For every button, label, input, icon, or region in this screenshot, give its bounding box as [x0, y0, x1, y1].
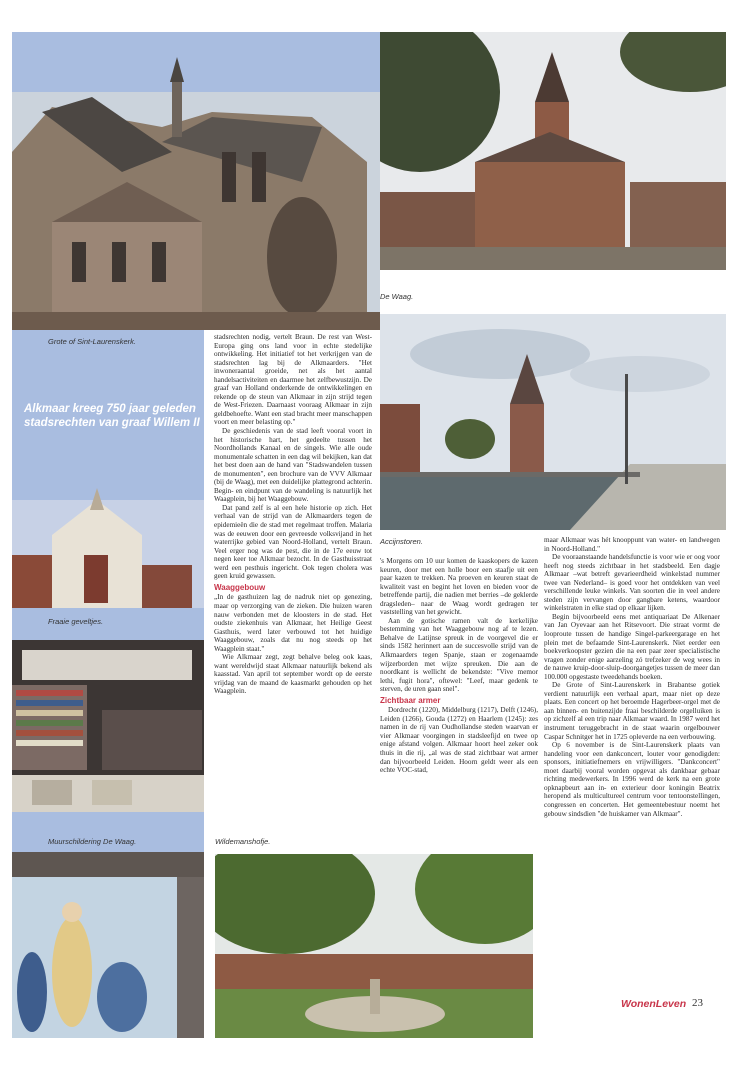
paragraph: De Grote of Sint-Laurenskerk in Brabantse gotiek verdient natuurlijk een verhaal apart, maar niet op deze plaats. Een concert op het beroemde Hagerbeer-orgel met de aan binnen- en buitenzijde fraai beschilderde orgelluiken is op zichzelf al een trip naar Alkmaar waard. In 1987 werd het instrument teruggebracht in de staat waarin orgelbouwer Caspar Schnitger het in 1725 opleverde na een verbouwing. — [544, 681, 720, 741]
text-column-3 — [544, 536, 720, 818]
paragraph: maar Alkmaar was hét knooppunt van water- en landwegen in Noord-Holland." — [544, 536, 720, 553]
pull-quote: Alkmaar kreeg 750 jaar geleden stadsrechten van graaf Willem II — [24, 403, 200, 429]
magazine-brand: WonenLeven — [621, 998, 687, 1010]
photo-geveltjes — [12, 480, 204, 608]
paragraph: Op 6 november is de Sint-Laurenskerk plaats van handeling voor een dankconcert, louter voor genodigden: sponsors, initiatiefnemers en vrijwilligers. "Dankconcert" moet daarbij vooral worden opgevat als dankbaar gebaar richting medewerkers. In 1996 werd de kerk na een grote opknapbeurt aan in- en exterieur door koningin Beatrix heropend als multicultureel centrum voor tentoonstellingen, congressen en concerten. Het gemeentebestuur noemt het gebouw sindsdien "de huiskamer van Alkmaar". — [544, 741, 720, 818]
paragraph: 's Morgens om 10 uur komen de kaaskopers de kazen keuren, door met een holle boor een staafje uit een paar kazen te trekken. Na proeven en keuren staat de kwaliteit vast en begint het loven en bieden voor de betreffende partij, die nadien met berries –de geklerde dragsleden– naar de Waag wordt gedragen ter vaststelling van het gewicht. — [380, 557, 538, 617]
subheading-zichtbaar-armer: Zichtbaar armer — [380, 695, 441, 705]
subheading-waaggebouw: Waaggebouw — [214, 582, 266, 592]
photo-boekwinkel — [12, 640, 204, 812]
caption-box-waag — [380, 270, 726, 312]
magazine-page — [12, 32, 726, 1038]
page-number: 23 — [692, 997, 703, 1009]
caption-bar-geveltjes — [12, 608, 204, 640]
paragraph: De geschiedenis van de stad leeft vooral voort in het historische hart, het gedeelte tussen het Noordhollands Kanaal en de singels. Wie alle oude monumentale schatten in een dag wil bekijken, kan dat het best doen aan de hand van "Stadswandelen tussen de monumenten", een brochure van de VVV Alkmaar (bij de Waag), met een duidelijke plattegrond achterin. Begin- en eindpunt van de wandeling is natuurlijk het Waagplein, bij het Waaggebouw. — [214, 427, 372, 504]
paragraph: De vooraanstaande handelsfunctie is voor wie er oog voor heeft nog steeds zichtbaar in het stadsbeeld. Een dagje Alkmaar –wat betreft gevarieerdheid winkelstad nummer twee van Nederland– is goed voor het ontdekken van veel verschillende leuke winkels. Van soorten die in veel andere steden zijn vervangen door gangbare ketens, waardoor winkelstraten in elke stad op elkaar lijken. — [544, 553, 720, 613]
paragraph: stadsrechten nodig, vertelt Braun. De rest van West-Europa ging ons land voor in echte stedelijke ontwikkeling. Het initiatief tot het verkrijgen van de stadsrechten lag bij de Alkmaarders. "Het inwoneraantal groeide, net als het aantal handelsactiviteiten en daarmee het zelfbewustzijn. De graaf van Holland onderkende de ontwikkelingen en rekende op de steun van Alkmaar in zijn strijd tegen de West-Friezen. Daarnaast vooraag Alkmaar in zijn geldbehoefte. Want een stad bracht meer manschappen voort en meer belasting op." — [214, 333, 372, 427]
text-column-1 — [214, 333, 372, 696]
paragraph: Aan de gotische ramen valt de kerkelijke bestemming van het Waaggebouw nog af te lezen. Behalve de Latijnse spreuk in de voorgevel die er sinds 1582 herinnert aan de succesvolle strijd van de Alkmaarders tegen Spanje, staan er zogenaamde wijzerborden met wijze spreuken. Die aan de noordkant is wellicht de bekendste: "Vive memor lethi, fugit hora", oftewel: "Leef, maar gedenk te sterven, de uren gaan snel". — [380, 616, 538, 694]
caption-accijnstoren: Accijnstoren. — [380, 537, 423, 546]
caption-wildemanshofje: Wildemanshofje. — [215, 837, 271, 846]
paragraph: Dordrecht (1220), Middelburg (1217), Delft (1246), Leiden (1266), Gouda (1272) en Haarlem (1245): zes namen in de rij van Oudhollandse steden waarvan er vier Alkmaar voorgingen in stadsleefijd en twee op enige afstand volgen. Alkmaar hoort heel zeker ook thuis in die rij, „al was de stad zichtbaar wat armer dan bijvoorbeeld Leiden. Hoorn geldt weer als een echte VOC-stad, — [380, 706, 538, 775]
text-column-2 — [380, 557, 538, 775]
photo-accijnstoren — [380, 314, 726, 530]
caption-grote-kerk: Grote of Sint-Laurenskerk. — [48, 337, 136, 346]
caption-geveltjes: Fraaie geveltjes. — [48, 617, 104, 626]
photo-muurschildering — [12, 852, 204, 1038]
paragraph: Dat pand zelf is al een hele historie op zich. Het verhaal van de strijd van de Alkmaarders tegen de epidemieën die de stad met regelmaat troffen. Malaria was de eeuwen door een gevreesde volksvijand in het waterrijke gebied van Noord-Holland, vertelt Braun. Veel erger nog was de pest, die in de 17e eeuw tot negen keer toe Alkmaar bezocht. In de Gasthuisstraat werd een pesthuis ingericht. Ook tegen cholera was geen kruid gewassen. — [214, 503, 372, 581]
paragraph: Begin bijvoorbeeld eens met antiquariaat De Alkenaer van Jan Oyevaar aan het Ritsevoort. Die straat vormt de looproute tussen de handige Singel-parkeergarage en het plein met de befaamde Sint-Laurenskerk. Niet eerder een boekverkoopster gezien die na een paar zeer specialistische vragen zonder enige aarzeling zó trefzeker de weg wees in de nauwe kruip-door-sluip-doorgangetjes tussen de meer dan 100.000 opgestaste tweedehands boeken. — [544, 612, 720, 681]
paragraph: Wie Alkmaar zegt, zegt behalve beleg ook kaas, want wereldwijd staat Alkmaar natuurlijk bekend als kaasstad. Van april tot september wordt op de eerste vrijdag van de maand de kaasmarkt gehouden op het Waagplein. — [214, 653, 372, 696]
photo-grote-kerk — [12, 32, 380, 330]
paragraph: „In de gasthuizen lag de nadruk niet op genezing, maar op verzorging van de zieken. Die huizen waren nauw verbonden met de kloosters in de stad. Het oudste ziekenhuis van Alkmaar, het Heilige Geest Gasthuis, werd later verbouwd tot het huidige Waaggebouw, zoals dat nu nog steeds op het Waagplein staat." — [214, 593, 372, 653]
caption-waag: De Waag. — [380, 292, 414, 301]
caption-bar-muurschildering — [12, 812, 204, 852]
caption-muurschildering: Muurschildering De Waag. — [48, 837, 137, 846]
photo-wildemanshofje — [215, 854, 533, 1038]
photo-waag — [380, 32, 726, 270]
